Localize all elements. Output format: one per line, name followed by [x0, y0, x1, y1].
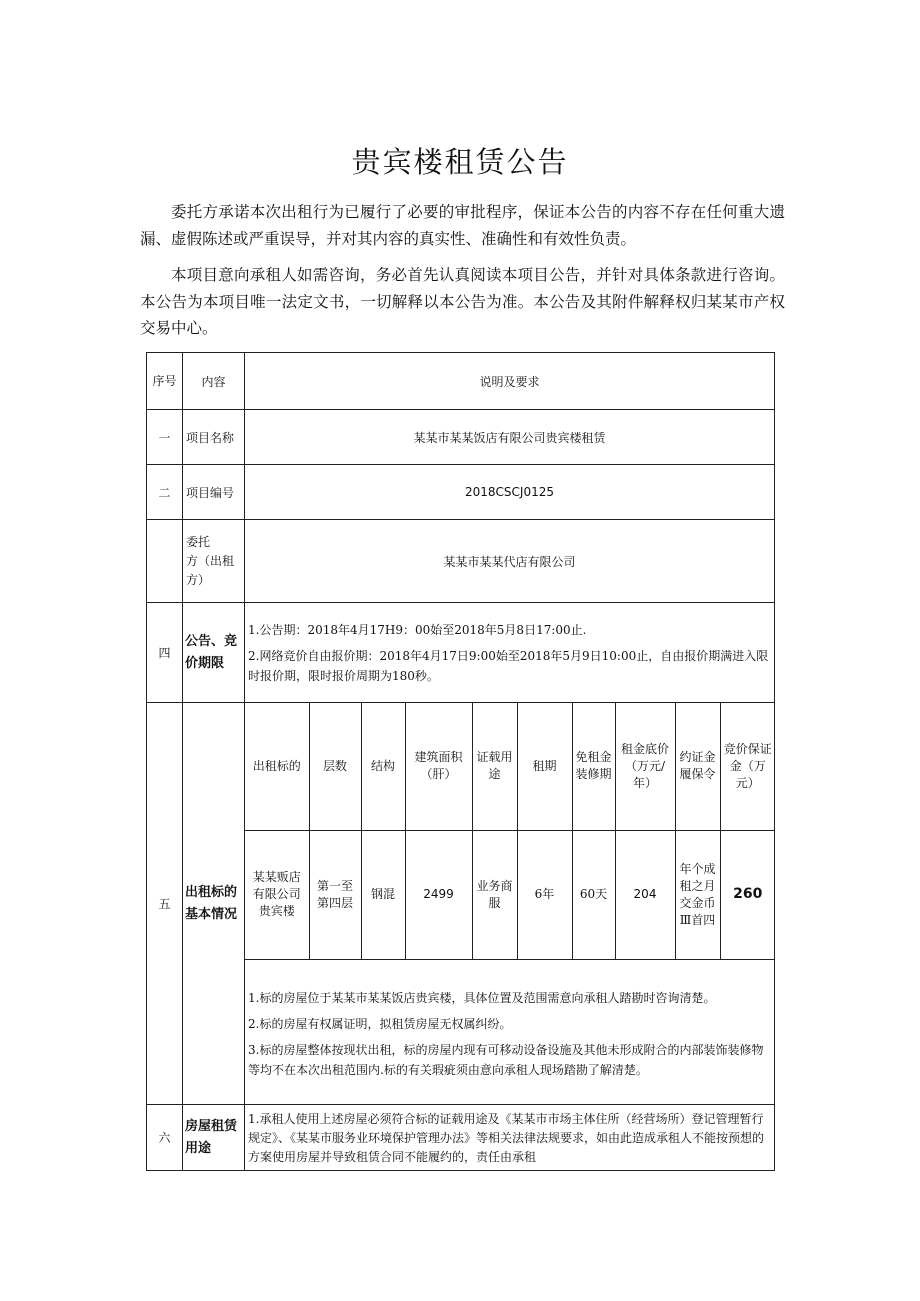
target-columns-row — [245, 703, 775, 830]
note-ownership: 2.标的房屋有权属证明，拟租赁房屋无权属纠纷。 — [248, 1016, 512, 1031]
note-location: 1.标的房屋位于某某市某某饭店贵宾楼，具体位置及范围需意向承租人踏勘时咨询清楚。 — [248, 990, 716, 1005]
col-term: 租期 — [517, 703, 572, 830]
table-row-project-name — [147, 410, 775, 465]
col-bond: 约证金履保令 — [675, 703, 720, 830]
col-structure: 结构 — [361, 703, 405, 830]
col-usage: 证载用途 — [472, 703, 517, 830]
val-target: 某某贩店有限公司贵宾楼 — [245, 830, 309, 959]
announcement-table — [146, 352, 775, 1171]
label-line-b: 方（出租方） — [186, 553, 235, 587]
table-header-row — [147, 353, 775, 410]
row-label — [183, 520, 245, 603]
val-bond: 年个成租之月交金币Ⅲ首四 — [675, 830, 720, 959]
row-label: 项目名称 — [183, 410, 245, 465]
col-target: 出租标的 — [245, 703, 309, 830]
row-seq: 四 — [147, 603, 183, 703]
target-values-row — [245, 830, 775, 959]
val-deposit: 260 — [720, 830, 775, 959]
announcement-period-line: 1.公告期：2018年4月17H9：00始至2018年5月8日17:00止. — [248, 622, 587, 637]
val-rent: 204 — [615, 830, 675, 959]
val-term: 6年 — [517, 830, 572, 959]
val-structure: 钢混 — [361, 830, 405, 959]
col-free-period: 免租金装修期 — [572, 703, 615, 830]
row-label: 房屋租赁用途 — [183, 1105, 245, 1171]
row-seq: 一 — [147, 410, 183, 465]
col-area: 建筑面积（肝） — [405, 703, 472, 830]
val-usage: 业务商服 — [472, 830, 517, 959]
val-floors: 第一至第四层 — [309, 830, 361, 959]
row-seq: 二 — [147, 465, 183, 520]
label-line-a: 委托 — [186, 534, 211, 549]
header-desc: 说明及要求 — [245, 353, 775, 410]
row-seq: 六 — [147, 1105, 183, 1171]
consultation-paragraph: 本项目意向承租人如需咨询，务必首先认真阅读本项目公告，并针对具体条款进行咨询。本公告为本项目唯一法定文书，一切解释以本公告为准。本公告及其附件解释权归某某市产权交易中心。 — [140, 266, 785, 337]
project-name-value: 某某市某某饭店有限公司贵宾楼租赁 — [245, 410, 775, 465]
table-row-entrusting-party — [147, 520, 775, 603]
row-label: 公告、竞价期限 — [183, 603, 245, 703]
project-number-value: 2018CSCJ0125 — [245, 465, 775, 520]
entrusting-party-value: 某某市某某代店有限公司 — [245, 520, 775, 603]
row-seq: 五 — [147, 703, 183, 1105]
target-details-table — [245, 703, 775, 960]
header-seq: 序号 — [147, 353, 183, 410]
table-row-announcement-period — [147, 603, 775, 703]
col-deposit: 竞价保证金（万元） — [720, 703, 775, 830]
target-notes — [245, 960, 774, 1086]
col-floors: 层数 — [309, 703, 361, 830]
lease-usage-text: 1.承租人使用上述房屋必须符合标的证载用途及《某某市市场主体住所（经营场所）登记管理暂行规定》、《某某市服务业环境保护管理办法》等相关法律法规要求，如由此造成承租人不能按预想的方案使用房屋并导致租赁合同不能履约的，责任由承租 — [245, 1105, 775, 1171]
row-label: 项目编号 — [183, 465, 245, 520]
note-condition: 3.标的房屋整体按现状出租，标的房屋内现有可移动设备设施及其他未形成附合的内部装饰装修物等均不在本次出租范围内.标的有关瑕疵须由意向承租人现场踏勘了解清楚。 — [248, 1042, 764, 1077]
col-rent: 租金底价（万元/年） — [615, 703, 675, 830]
table-row-lease-usage — [147, 1105, 775, 1171]
val-area: 2499 — [405, 830, 472, 959]
period-text — [245, 603, 775, 703]
header-content: 内容 — [183, 353, 245, 410]
target-info-cell — [245, 703, 775, 1105]
table-row-project-number — [147, 465, 775, 520]
table-row-target-info — [147, 703, 775, 1105]
bidding-period-line: 2.网络竞价自由报价期：2018年4月17日9:00始至2018年5月9日10:00止，自由报价期满进入限时报价期，限时报价周期为180秒。 — [248, 648, 769, 683]
row-label: 出租标的基本情况 — [183, 703, 245, 1105]
val-free-period: 60天 — [572, 830, 615, 959]
commitment-paragraph: 委托方承诺本次出租行为已履行了必要的审批程序，保证本公告的内容不存在任何重大遗漏、虚假陈述或严重误导，并对其内容的真实性、准确性和有效性负责。 — [140, 203, 785, 248]
row-seq — [147, 520, 183, 603]
page-title: 贵宾楼租赁公告 — [351, 145, 569, 179]
